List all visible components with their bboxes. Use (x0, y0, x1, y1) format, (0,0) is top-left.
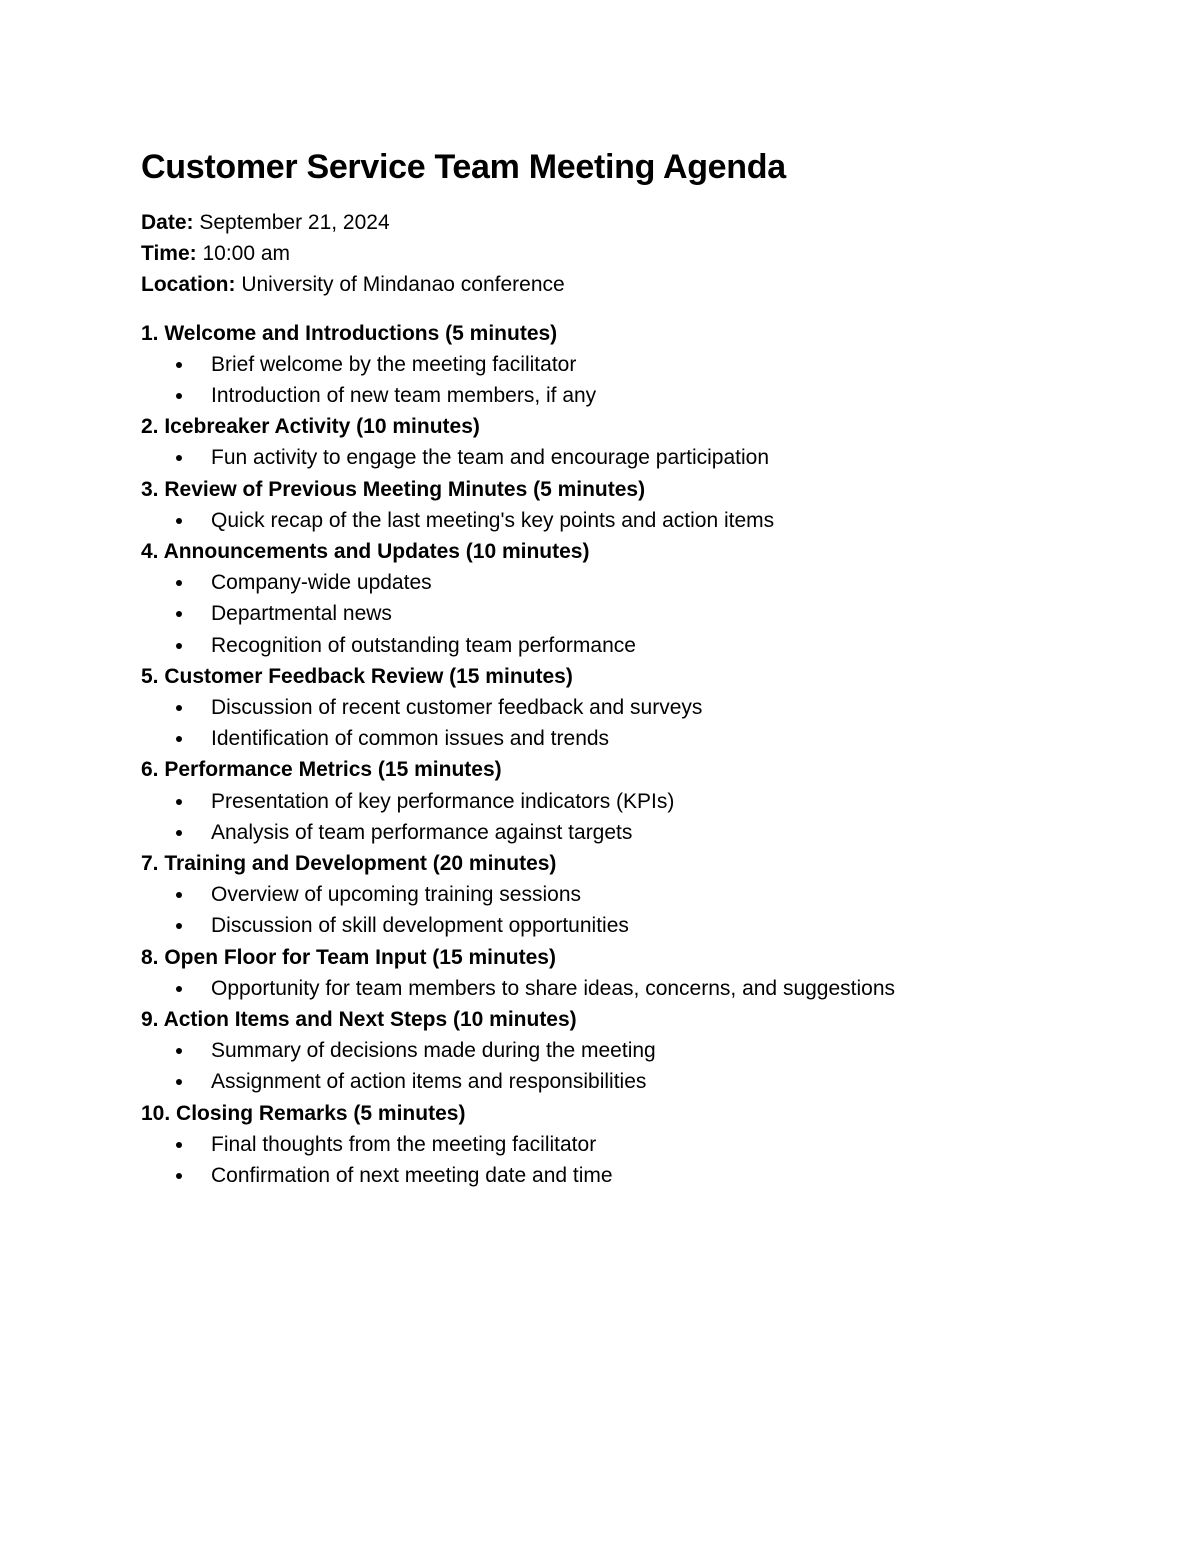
bullet-icon (176, 393, 182, 399)
agenda-section-heading: 9. Action Items and Next Steps (10 minutes) (141, 1008, 577, 1032)
agenda-bullet-list (141, 692, 1141, 754)
agenda-bullet-list (141, 349, 1141, 411)
agenda-bullet-text: Overview of upcoming training sessions (211, 883, 582, 907)
meeting-details (141, 207, 1141, 301)
agenda-section (141, 411, 1141, 473)
agenda-bullet-text: Presentation of key performance indicators (KPIs) (211, 789, 675, 813)
agenda-bullet (141, 442, 1141, 473)
agenda-bullet-text: Recognition of outstanding team performance (211, 633, 636, 657)
agenda-bullet (141, 567, 1141, 598)
agenda-section-heading: 5. Customer Feedback Review (15 minutes) (141, 664, 573, 688)
agenda-bullet (141, 1160, 1141, 1191)
agenda-bullet-text: Final thoughts from the meeting facilitator (211, 1132, 597, 1156)
meeting-location-value: University of Mindanao conference (235, 273, 565, 297)
bullet-icon (176, 1142, 182, 1148)
document-title: Customer Service Team Meeting Agenda (141, 148, 786, 186)
agenda-section (141, 1098, 1141, 1192)
agenda-section (141, 1004, 1141, 1098)
bullet-icon (176, 986, 182, 992)
agenda-bullet-list (141, 442, 1141, 473)
meeting-date (141, 207, 1141, 238)
agenda-section-heading: 8. Open Floor for Team Input (15 minutes) (141, 945, 556, 969)
agenda-bullet (141, 1035, 1141, 1066)
agenda-bullet-list (141, 1035, 1141, 1097)
agenda-section (141, 848, 1141, 942)
agenda-bullet (141, 505, 1141, 536)
agenda-section-heading: 3. Review of Previous Meeting Minutes (5 minutes) (141, 477, 646, 501)
agenda-section (141, 754, 1141, 848)
agenda-section-heading: 7. Training and Development (20 minutes) (141, 852, 557, 876)
agenda-bullet-text: Brief welcome by the meeting facilitator (211, 352, 577, 376)
agenda-bullet-list (141, 567, 1141, 661)
agenda-bullet-text: Analysis of team performance against targets (211, 820, 633, 844)
bullet-icon (176, 1048, 182, 1054)
agenda-bullet-text: Departmental news (211, 602, 392, 626)
agenda-bullet (141, 692, 1141, 723)
agenda-section-heading: 1. Welcome and Introductions (5 minutes) (141, 321, 558, 345)
bullet-icon (176, 1079, 182, 1085)
document-page (141, 145, 1141, 1191)
agenda-bullet-list (141, 1129, 1141, 1191)
agenda-bullet (141, 598, 1141, 629)
agenda-list (141, 318, 1141, 1192)
agenda-bullet (141, 786, 1141, 817)
agenda-section (141, 536, 1141, 661)
bullet-icon (176, 892, 182, 898)
meeting-date-label: Date: (141, 211, 194, 234)
agenda-section-heading: 6. Performance Metrics (15 minutes) (141, 758, 502, 782)
agenda-bullet-text: Fun activity to engage the team and encourage participation (211, 446, 770, 470)
bullet-icon (176, 830, 182, 836)
agenda-bullet (141, 973, 1141, 1004)
agenda-bullet-text: Discussion of recent customer feedback and surveys (211, 696, 703, 720)
agenda-bullet-text: Confirmation of next meeting date and time (211, 1164, 613, 1188)
bullet-icon (176, 518, 182, 524)
agenda-bullet-text: Quick recap of the last meeting's key points and action items (211, 508, 775, 532)
agenda-bullet (141, 817, 1141, 848)
agenda-section-heading: 10. Closing Remarks (5 minutes) (141, 1101, 466, 1125)
agenda-bullet (141, 380, 1141, 411)
agenda-bullet (141, 723, 1141, 754)
agenda-bullet-text: Opportunity for team members to share ideas, concerns, and suggestions (211, 976, 896, 1000)
meeting-location-label: Location: (141, 273, 236, 297)
bullet-icon (176, 1173, 182, 1179)
agenda-bullet (141, 349, 1141, 380)
agenda-bullet (141, 1129, 1141, 1160)
agenda-bullet-text: Introduction of new team members, if any (211, 384, 597, 408)
agenda-section (141, 661, 1141, 755)
agenda-bullet (141, 1066, 1141, 1097)
agenda-section-heading: 2. Icebreaker Activity (10 minutes) (141, 415, 480, 439)
bullet-icon (176, 643, 182, 649)
agenda-bullet-text: Discussion of skill development opportunities (211, 914, 629, 938)
agenda-section-heading: 4. Announcements and Updates (10 minutes) (141, 540, 590, 564)
agenda-bullet (141, 910, 1141, 941)
bullet-icon (176, 799, 182, 805)
bullet-icon (176, 736, 182, 742)
bullet-icon (176, 611, 182, 617)
meeting-time-value: 10:00 am (196, 242, 291, 266)
agenda-bullet (141, 630, 1141, 661)
agenda-section (141, 942, 1141, 1004)
meeting-time-label: Time: (141, 242, 197, 266)
agenda-bullet-list (141, 786, 1141, 848)
agenda-bullet-text: Summary of decisions made during the meeting (211, 1039, 656, 1063)
agenda-bullet-list (141, 973, 1141, 1004)
meeting-time (141, 238, 1141, 269)
agenda-bullet-text: Identification of common issues and trends (211, 727, 610, 751)
agenda-bullet-list (141, 879, 1141, 941)
bullet-icon (176, 455, 182, 461)
agenda-bullet-list (141, 505, 1141, 536)
agenda-bullet-text: Assignment of action items and responsibilities (211, 1070, 647, 1094)
meeting-date-value: September 21, 2024 (193, 211, 390, 234)
bullet-icon (176, 580, 182, 586)
meeting-location (141, 269, 1141, 300)
agenda-bullet (141, 879, 1141, 910)
agenda-bullet-text: Company-wide updates (211, 571, 432, 595)
bullet-icon (176, 705, 182, 711)
agenda-section (141, 318, 1141, 412)
bullet-icon (176, 923, 182, 929)
bullet-icon (176, 362, 182, 368)
agenda-section (141, 474, 1141, 536)
